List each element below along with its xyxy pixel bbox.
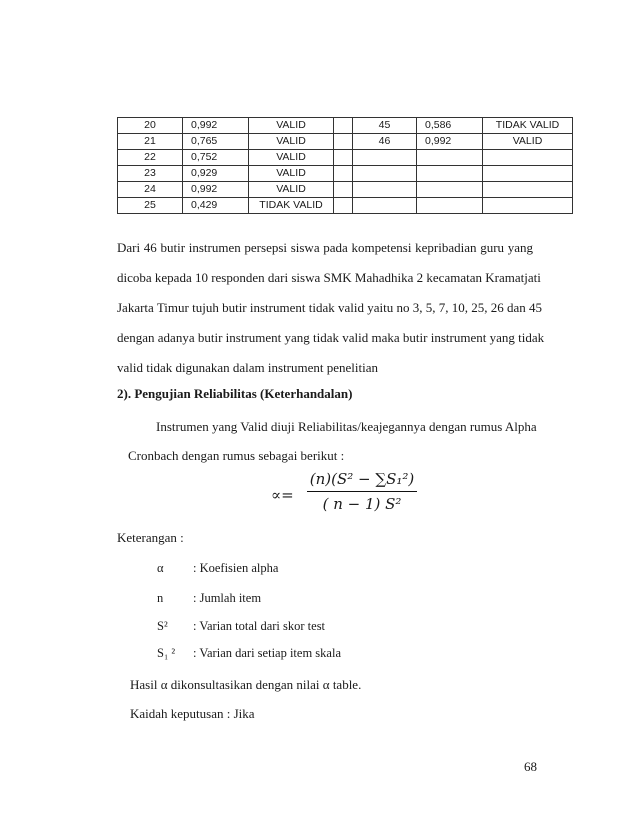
paragraph-line: Instrumen yang Valid diuji Reliabilitas/keajegannya dengan rumus Alpha [156, 419, 537, 434]
table-cell: 0,752 [183, 150, 249, 166]
table-cell: VALID [249, 134, 334, 150]
table-row [118, 198, 573, 214]
legend-description: : Jumlah item [193, 591, 262, 605]
table-cell [334, 182, 353, 198]
table-row [118, 118, 573, 134]
table-cell [483, 182, 573, 198]
table-cell [417, 198, 483, 214]
table-cell: 0,586 [417, 118, 483, 134]
legend-description: : Varian dari setiap item skala [193, 646, 341, 660]
formula-numerator: (n)(S² − ∑S₁²) [309, 470, 415, 488]
table-cell: 21 [118, 134, 183, 150]
table-cell [353, 198, 417, 214]
table-cell: VALID [249, 150, 334, 166]
paragraph-line: dengan adanya butir instrument yang tidak valid maka butir instrument yang tidak [117, 330, 545, 345]
legend-symbol: α [157, 561, 164, 575]
table-cell [334, 150, 353, 166]
validity-table [117, 117, 573, 214]
table-cell: 45 [353, 118, 417, 134]
table-cell: TIDAK VALID [249, 198, 334, 214]
table-cell: VALID [249, 182, 334, 198]
legend-symbol: n [157, 591, 164, 605]
table-cell [483, 150, 573, 166]
table-cell: 0,992 [183, 182, 249, 198]
page-number: 68 [524, 759, 537, 774]
table-cell: VALID [249, 166, 334, 182]
fraction-bar [307, 491, 417, 492]
legend-description: : Varian total dari skor test [193, 619, 326, 633]
table-cell: VALID [483, 134, 573, 150]
keterangan-label: Keterangan : [117, 530, 184, 545]
table-cell: 0,929 [183, 166, 249, 182]
hasil-text: Hasil α dikonsultasikan dengan nilai α table. [130, 677, 362, 692]
table-row [118, 134, 573, 150]
table-cell: 23 [118, 166, 183, 182]
table-cell [417, 150, 483, 166]
table-cell [417, 166, 483, 182]
table-cell: 0,765 [183, 134, 249, 150]
table-cell [353, 166, 417, 182]
table-cell [353, 182, 417, 198]
table-cell: 0,429 [183, 198, 249, 214]
legend-description: : Koefisien alpha [193, 561, 279, 575]
table-cell [334, 134, 353, 150]
table-cell: 24 [118, 182, 183, 198]
table-cell [334, 198, 353, 214]
table-cell: 22 [118, 150, 183, 166]
paragraph-line: dicoba kepada 10 responden dari siswa SMK Mahadhika 2 kecamatan Kramatjati [117, 270, 541, 285]
section-heading: 2). Pengujian Reliabilitas (Keterhandalan) [117, 386, 353, 401]
formula-lhs: ∝= [271, 486, 294, 504]
formula-denominator: ( n − 1) S² [322, 495, 402, 513]
paragraph-line: Cronbach dengan rumus sebagai berikut : [128, 448, 345, 463]
table-row [118, 150, 573, 166]
legend-symbol: S² [157, 619, 168, 633]
table-row [118, 166, 573, 182]
table-cell [417, 182, 483, 198]
table-row [118, 182, 573, 198]
formula-fraction [307, 470, 417, 513]
table-cell [483, 166, 573, 182]
table-cell [334, 118, 353, 134]
paragraph-line: valid tidak digunakan dalam instrument penelitian [117, 360, 379, 375]
table-cell: 20 [118, 118, 183, 134]
table-cell: TIDAK VALID [483, 118, 573, 134]
table-cell: 25 [118, 198, 183, 214]
table-cell: 0,992 [183, 118, 249, 134]
table-cell: VALID [249, 118, 334, 134]
paragraph-line: Jakarta Timur tujuh butir instrument tidak valid yaitu no 3, 5, 7, 10, 25, 26 dan 45 [117, 300, 542, 315]
table-cell [353, 150, 417, 166]
kaidah-text: Kaidah keputusan : Jika [130, 706, 255, 721]
paragraph-line: Dari 46 butir instrumen persepsi siswa pada kompetensi kepribadian guru yang [117, 240, 533, 255]
table-cell [334, 166, 353, 182]
table-cell: 46 [353, 134, 417, 150]
table-cell [483, 198, 573, 214]
legend-symbol: S₁ ² [157, 646, 176, 660]
table-cell: 0,992 [417, 134, 483, 150]
